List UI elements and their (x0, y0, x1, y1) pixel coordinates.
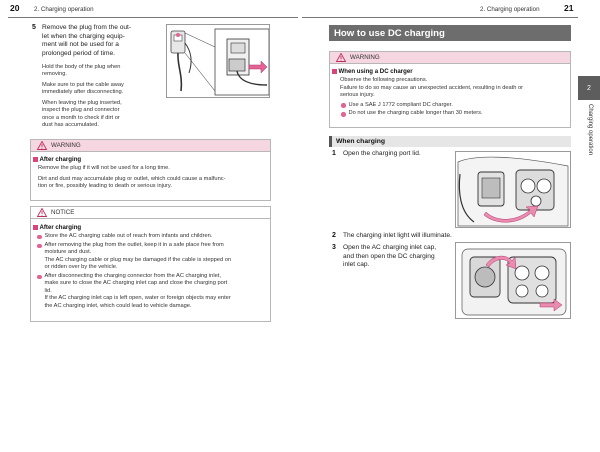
warning-paragraph: Remove the plug if it will not be used for a long time. (38, 165, 170, 171)
warning-paragraph: Observe the following precautions. Failure to do so may cause an unexpected accident, resulting in death or serious injury. (340, 77, 524, 99)
step-note: Hold the body of the plug when removing. (42, 63, 121, 78)
warning-box (329, 51, 571, 128)
notice-box (30, 206, 271, 322)
step-note: Make sure to put the cable away immediately after disconnecting. (42, 81, 124, 96)
step-number: 5 (32, 24, 36, 31)
unplug-illustration (166, 24, 270, 98)
warning-triangle-icon (336, 53, 346, 62)
warning-triangle-icon (37, 141, 47, 150)
page-number: 21 (564, 3, 574, 13)
notice-bullet: After disconnecting the charging connector from the AC charging inlet, make sure to close the AC charging inlet cap and close the charging port lid. If the AC charging inlet cap is left open, water or foreign objects may enter the AC charging inlet, which could lead to vehicle damage. (37, 273, 270, 310)
warning-label: WARNING (350, 54, 380, 61)
chapter-tab-label: Charging operation (587, 104, 593, 156)
warning-paragraph: Dirt and dust may accumulate plug or outlet, which could cause a malfunc- tion or fire, possibly leading to death or serious injury. (38, 175, 226, 190)
when-charging-heading: When charging (329, 136, 571, 147)
square-bullet-icon (33, 225, 38, 230)
bullet-dot-icon (37, 244, 42, 249)
warning-subhead: After charging (33, 156, 270, 163)
bullet-dot-icon (341, 103, 346, 108)
bullet-dot-icon (37, 235, 42, 240)
step-number: 2 (332, 232, 336, 239)
notice-subhead: After charging (33, 224, 270, 231)
notice-header (31, 207, 270, 219)
step-text: Remove the plug from the out- let when the charging equip- ment will not be used for a prolonged period of time. (42, 24, 132, 58)
step-5 (32, 24, 162, 130)
step-3 (332, 244, 436, 270)
header-rule (8, 17, 298, 18)
section-title: How to use DC charging (329, 25, 571, 41)
notice-triangle-icon (37, 208, 47, 217)
step-note: When leaving the plug inserted, inspect the plug and connector once a month to check if dirt or dust has accumulated. (42, 99, 122, 129)
right-page (300, 0, 600, 452)
chapter-tab: 2 (578, 76, 600, 100)
bullet-dot-icon (37, 275, 42, 280)
notice-bullet: Store the AC charging cable out of reach from infants and children. (37, 233, 270, 240)
warning-header (330, 52, 570, 64)
step-number: 3 (332, 244, 336, 251)
warning-bullet: Do not use the charging cable longer than 30 meters. (341, 110, 570, 117)
square-bullet-icon (33, 157, 38, 162)
step-1 (332, 150, 421, 159)
step-number: 1 (332, 150, 336, 157)
warning-bullet: Use a SAE J 1772 compliant DC charger. (341, 102, 570, 109)
step-text: The charging inlet light will illuminate. (343, 232, 452, 239)
inlet-caps-illustration (455, 242, 571, 319)
header-rule (302, 17, 578, 18)
warning-label: WARNING (51, 142, 81, 149)
page-header: 2. Charging operation (34, 6, 94, 13)
step-2 (332, 232, 452, 241)
warning-subhead: When using a DC charger (332, 68, 570, 75)
notice-label: NOTICE (51, 209, 75, 216)
step-text: Open the charging port lid. (343, 150, 421, 157)
notice-bullet: After removing the plug from the outlet, keep it in a safe place free from moisture and dust. The AC charging cable or plug may be damaged if the cable is stepped on or ridden over by the vehicle. (37, 242, 270, 272)
step-text: Open the AC charging inlet cap, and then open the DC charging inlet cap. (343, 244, 437, 269)
charging-port-lid-illustration (455, 151, 571, 228)
page-header: 2. Charging operation (480, 6, 540, 13)
warning-box (30, 139, 271, 201)
page-number: 20 (10, 3, 20, 13)
bullet-dot-icon (341, 112, 346, 117)
warning-header (31, 140, 270, 152)
square-bullet-icon (332, 69, 337, 74)
